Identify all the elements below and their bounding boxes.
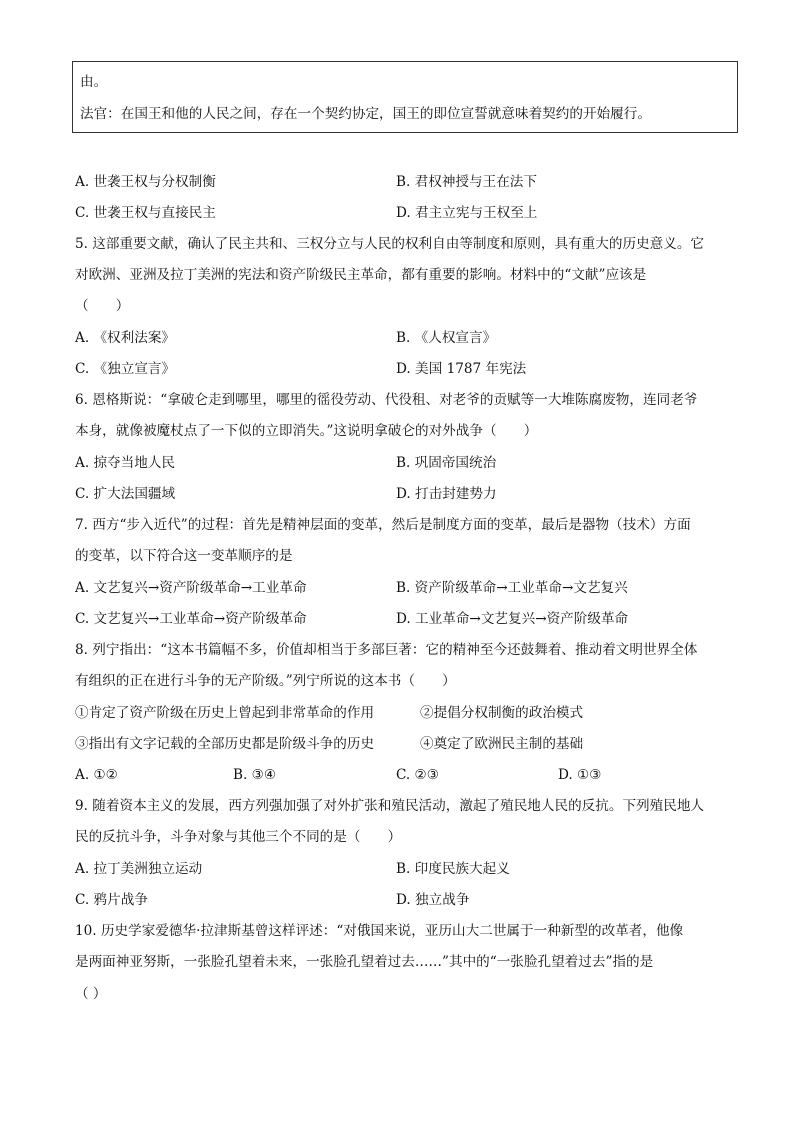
q4-option-a[interactable]: A. 世袭王权与分权制衡 [75,174,216,190]
q8-option-c[interactable]: C. ②③ [396,767,439,783]
q8-statement-3: ③指出有文字记载的全部历史都是阶级斗争的历史 [75,736,375,752]
q9-option-c[interactable]: C. 鸦片战争 [75,892,148,908]
q9-stem-line-1: 9. 随着资本主义的发展，西方列强加强了对外扩张和殖民活动，激起了殖民地人民的反抗。下列殖民地人 [75,798,705,814]
q5-option-d[interactable]: D. 美国 1787 年宪法 [396,361,527,377]
q9-option-d[interactable]: D. 独立战争 [396,892,470,908]
q7-stem-line-1: 7. 西方“步入近代”的过程：首先是精神层面的变革，然后是制度方面的变革，最后是器物（技术）方面 [75,517,691,533]
q5-stem-line-2: 对欧洲、亚洲及拉丁美洲的宪法和资产阶级民主革命，都有重要的影响。材料中的“文献”应该是 [75,267,647,283]
q10-stem-line-2: 是两面神亚努斯，一张脸孔望着未来，一张脸孔望着过去……”其中的“一张脸孔望着过去”指的是 [75,954,654,970]
q8-statement-2: ②提倡分权制衡的政治模式 [420,705,584,721]
q10-stem-line-1: 10. 历史学家爱德华·拉津斯基曾这样评述：“对俄国来说，亚历山大二世属于一种新型的改革者，他像 [75,923,684,939]
q6-stem-line-2: 本身，就像被魔杖点了一下似的立即消失。”这说明拿破仑的对外战争（ ） [75,423,538,439]
q9-option-a[interactable]: A. 拉丁美洲独立运动 [75,861,203,877]
q8-stem-line-1: 8. 列宁指出：“这本书篇幅不多，价值却相当于多部巨著：它的精神至今还鼓舞着、推动着文明世界全体 [75,642,698,658]
q9-stem-line-2: 民的反抗斗争，斗争对象与其他三个不同的是（ ） [75,829,402,845]
q9-option-b[interactable]: B. 印度民族大起义 [396,861,510,877]
q5-answer-blank: （ ） [75,298,130,314]
q5-option-c[interactable]: C. 《独立宣言》 [75,361,176,377]
q10-answer-blank: （ ） [75,986,107,1002]
q7-option-d[interactable]: D. 工业革命→文艺复兴→资产阶级革命 [396,611,629,627]
q8-option-d[interactable]: D. ①③ [558,767,602,783]
q6-option-b[interactable]: B. 巩固帝国统治 [396,455,497,471]
q8-option-b[interactable]: B. ③④ [233,767,277,783]
q5-option-b[interactable]: B. 《人权宣言》 [396,330,497,346]
q8-option-a[interactable]: A. ①② [75,767,118,783]
q8-statement-4: ④奠定了欧洲民主制的基础 [420,736,584,752]
q6-option-c[interactable]: C. 扩大法国疆域 [75,486,176,502]
material-line-1: 由。 [80,74,108,90]
q4-option-b[interactable]: B. 君权神授与王在法下 [396,174,537,190]
q7-option-c[interactable]: C. 文艺复兴→工业革命→资产阶级革命 [75,611,307,627]
q6-option-a[interactable]: A. 掠夺当地人民 [75,455,176,471]
q7-option-b[interactable]: B. 资产阶级革命→工业革命→文艺复兴 [396,580,628,596]
q4-option-d[interactable]: D. 君主立宪与王权至上 [396,205,538,221]
q8-statement-1: ①肯定了资产阶级在历史上曾起到非常革命的作用 [75,705,375,721]
q5-option-a[interactable]: A. 《权利法案》 [75,330,176,346]
q8-stem-line-2: 有组织的正在进行斗争的无产阶级。”列宁所说的这本书（ ） [75,673,456,689]
q5-stem-line-1: 5. 这部重要文献，确认了民主共和、三权分立与人民的权利自由等制度和原则，具有重大的历史意义。它 [75,236,705,252]
material-line-2: 法官：在国王和他的人民之间，存在一个契约协定，国王的即位宣誓就意味着契约的开始履行。 [80,106,651,122]
q7-stem-line-2: 的变革，以下符合这一变革顺序的是 [75,548,293,564]
q4-option-c[interactable]: C. 世袭王权与直接民主 [75,205,216,221]
q7-option-a[interactable]: A. 文艺复兴→资产阶级革命→工业革命 [75,580,307,596]
q6-stem-line-1: 6. 恩格斯说：“拿破仑走到哪里，哪里的徭役劳动、代役租、对老爷的贡赋等一大堆陈腐废物，连同老爷 [75,392,698,408]
q6-option-d[interactable]: D. 打击封建势力 [396,486,497,502]
